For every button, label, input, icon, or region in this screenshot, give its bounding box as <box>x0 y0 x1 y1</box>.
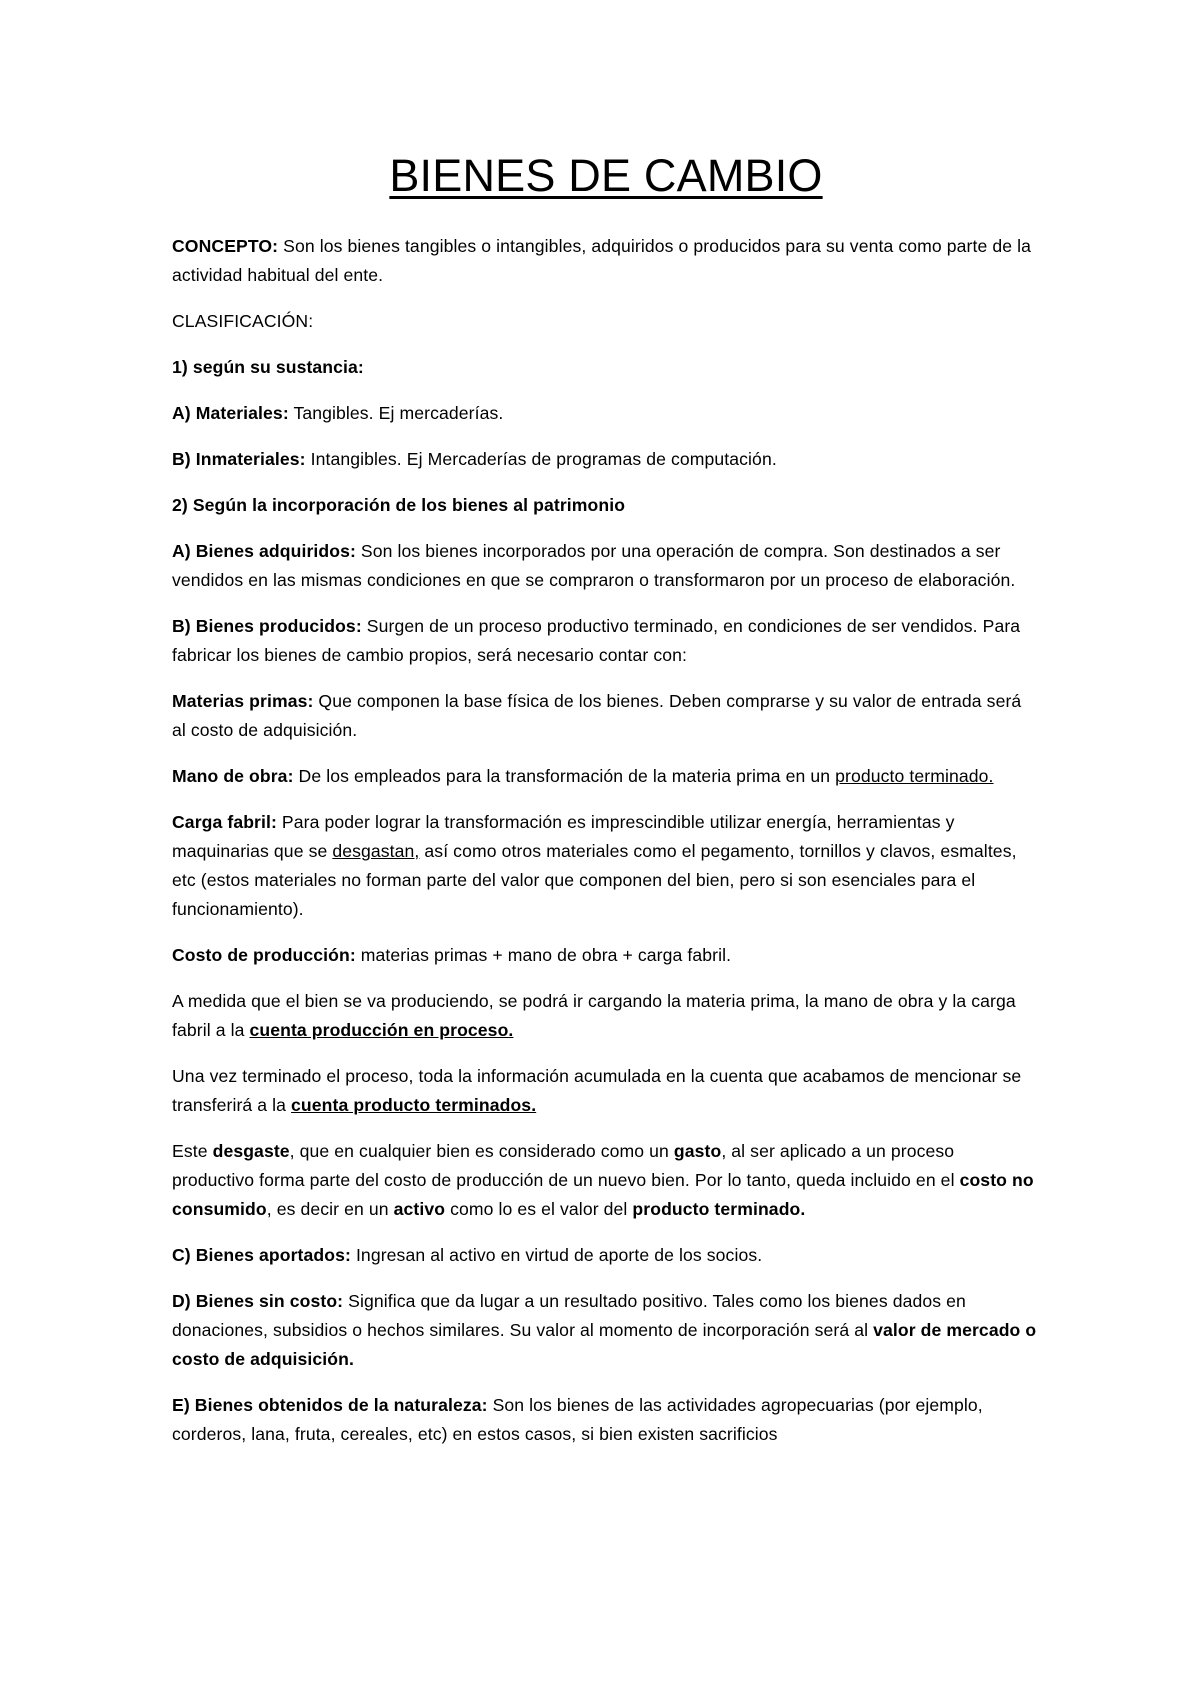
desgaste-text-5: como lo es el valor del <box>445 1199 633 1219</box>
inmateriales-label: B) Inmateriales: <box>172 449 306 469</box>
bienes-adquiridos-label: A) Bienes adquiridos: <box>172 541 356 561</box>
bienes-adquiridos-text: Son los bienes incorporados por una operación de compra. Son destinados a ser vendidos en las mismas condiciones en que se compraron o transformaron por un proceso de elaboración. <box>172 541 1016 590</box>
inmateriales-text: Intangibles. Ej Mercaderías de programas de computación. <box>305 449 777 469</box>
costo-produccion-paragraph <box>172 941 1040 970</box>
bienes-aportados-text: Ingresan al activo en virtud de aporte de los socios. <box>350 1245 763 1265</box>
activo-bold: activo <box>393 1199 446 1219</box>
costo-no-consumido-bold: costo no consumido <box>172 1170 1034 1219</box>
materias-primas-paragraph <box>172 687 1040 745</box>
concepto-text: Son los bienes tangibles o intangibles, adquiridos o producidos para su venta como parte de la actividad habitual del ente. <box>172 236 1031 285</box>
concepto-paragraph <box>172 232 1040 290</box>
una-vez-text: Una vez terminado el proceso, toda la información acumulada en la cuenta que acabamos de mencionar se transferirá a la <box>172 1066 1022 1115</box>
carga-fabril-text-2: así como otros materiales como el pegamento, tornillos y clavos, esmaltes, etc (estos materiales no forman parte del valor que componen del bien, pero si son esenciales para el funcionamiento). <box>172 841 1017 919</box>
valor-de-mercado-bold: valor de mercado o costo de adquisición. <box>172 1320 1037 1369</box>
medida-paragraph <box>172 987 1040 1045</box>
gasto-bold: gasto <box>673 1141 722 1161</box>
desgaste-text-1: Este <box>172 1141 213 1161</box>
inmateriales-paragraph <box>172 445 1040 474</box>
mano-de-obra-label: Mano de obra: <box>172 766 294 786</box>
producto-terminado-underlined: producto terminado. <box>835 766 994 786</box>
una-vez-paragraph <box>172 1062 1040 1120</box>
carga-fabril-text-1: Para poder lograr la transformación es imprescindible utilizar energía, herramientas y maquinarias que se <box>172 812 955 861</box>
bienes-aportados-paragraph <box>172 1241 1040 1270</box>
desgastan-underlined: desgastan, <box>332 841 420 861</box>
bienes-sin-costo-text: Significa que da lugar a un resultado positivo. Tales como los bienes dados en donaciones, subsidios o hechos similares. Su valor al momento de incorporación será al <box>172 1291 966 1340</box>
desgaste-text-4: , es decir en un <box>266 1199 394 1219</box>
bienes-producidos-label: B) Bienes producidos: <box>172 616 362 636</box>
bienes-adquiridos-paragraph <box>172 537 1040 595</box>
costo-produccion-text: materias primas + mano de obra + carga fabril. <box>355 945 732 965</box>
mano-de-obra-paragraph <box>172 762 1040 791</box>
carga-fabril-paragraph <box>172 808 1040 924</box>
medida-text: A medida que el bien se va produciendo, se podrá ir cargando la materia prima, la mano de obra y la carga fabril a la <box>172 991 1016 1040</box>
materiales-text: Tangibles. Ej mercaderías. <box>288 403 504 423</box>
materiales-paragraph <box>172 399 1040 428</box>
desgaste-paragraph <box>172 1137 1040 1224</box>
clasificacion-heading: CLASIFICACIÓN: <box>172 311 314 331</box>
section-2-heading: 2) Según la incorporación de los bienes al patrimonio <box>172 495 626 515</box>
bienes-naturaleza-text: Son los bienes de las actividades agropecuarias (por ejemplo, corderos, lana, fruta, cereales, etc) en estos casos, si bien existen sacrificios <box>172 1395 983 1444</box>
bienes-aportados-label: C) Bienes aportados: <box>172 1245 351 1265</box>
bienes-producidos-text: Surgen de un proceso productivo terminado, en condiciones de ser vendidos. Para fabricar los bienes de cambio propios, será necesario contar con: <box>172 616 1021 665</box>
bienes-naturaleza-paragraph <box>172 1391 1040 1449</box>
bienes-naturaleza-label: E) Bienes obtenidos de la naturaleza: <box>172 1395 488 1415</box>
materias-primas-text: Que componen la base física de los bienes. Deben comprarse y su valor de entrada será al costo de adquisición. <box>172 691 1022 740</box>
cuenta-producto-terminados-underlined: cuenta producto terminados. <box>291 1095 537 1115</box>
desgaste-text-3: , al ser aplicado a un proceso productivo forma parte del costo de producción de un nuevo bien. Por lo tanto, queda incluido en el <box>172 1141 960 1190</box>
concepto-label: CONCEPTO: <box>172 236 279 256</box>
carga-fabril-label: Carga fabril: <box>172 812 277 832</box>
document-title: BIENES DE CAMBIO <box>389 150 823 201</box>
section-1-heading: 1) según su sustancia: <box>172 357 364 377</box>
cuenta-produccion-underlined: cuenta producción en proceso. <box>249 1020 514 1040</box>
mano-de-obra-text: De los empleados para la transformación de la materia prima en un <box>293 766 836 786</box>
materias-primas-label: Materias primas: <box>172 691 314 711</box>
bienes-sin-costo-paragraph <box>172 1287 1040 1374</box>
desgaste-text-2: , que en cualquier bien es considerado como un <box>289 1141 674 1161</box>
costo-produccion-label: Costo de producción: <box>172 945 356 965</box>
producto-terminado-bold: producto terminado. <box>632 1199 806 1219</box>
bienes-sin-costo-label: D) Bienes sin costo: <box>172 1291 344 1311</box>
desgaste-bold: desgaste <box>212 1141 290 1161</box>
materiales-label: A) Materiales: <box>172 403 289 423</box>
bienes-producidos-paragraph <box>172 612 1040 670</box>
